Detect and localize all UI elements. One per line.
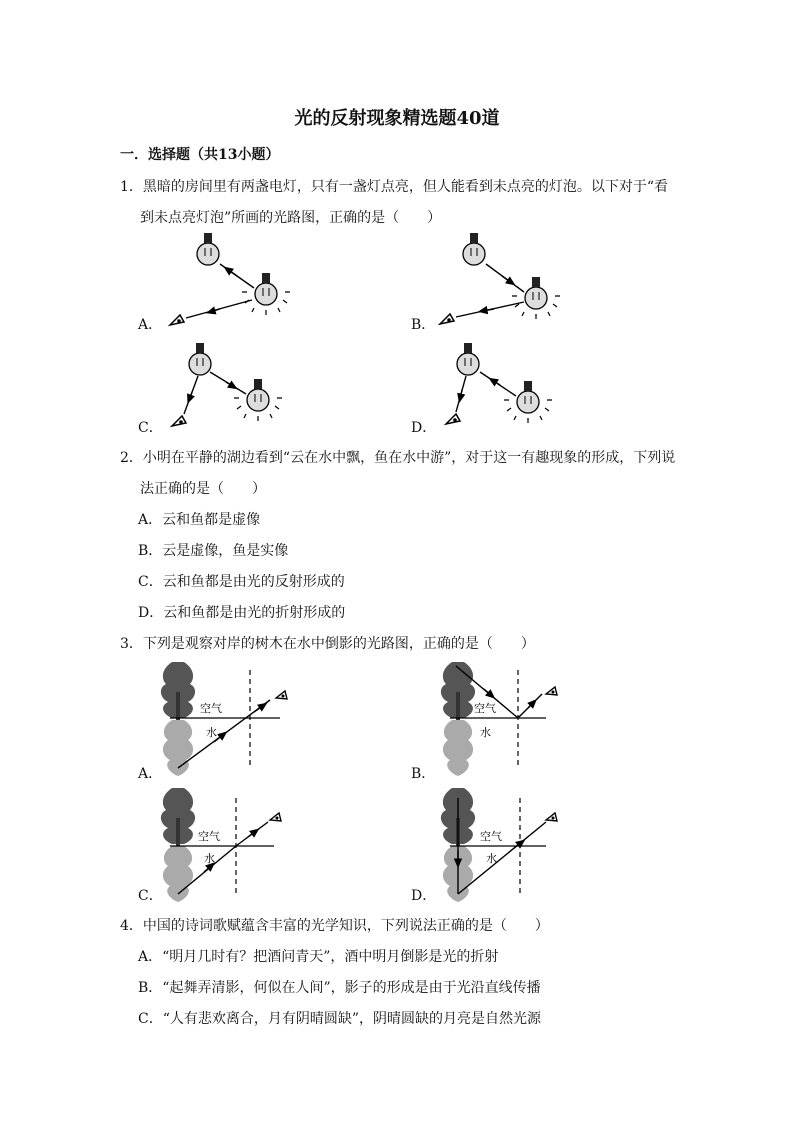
q3-option-d[interactable]: D． bbox=[411, 888, 437, 904]
q3-a-water-label: 水 bbox=[206, 726, 217, 739]
q3-option-b[interactable]: B． bbox=[411, 766, 436, 782]
q4-option-c[interactable]: C．“人有悲欢离合，月有阴晴圆缺”，阴晴圆缺的月亮是自然光源 bbox=[138, 1011, 542, 1027]
q3-figure-a bbox=[161, 662, 287, 776]
q2-option-a[interactable]: A．云和鱼都是虚像 bbox=[138, 512, 261, 528]
q4-option-b[interactable]: B．“起舞弄清影，何似在人间”，影子的形成是由于光沿直线传播 bbox=[138, 980, 541, 996]
q1-option-d[interactable]: D． bbox=[411, 420, 437, 436]
q3-b-air-label: 空气 bbox=[474, 702, 496, 715]
q3-option-c[interactable]: C． bbox=[138, 888, 163, 904]
q3-b-water-label: 水 bbox=[480, 726, 491, 739]
q3-d-air-label: 空气 bbox=[480, 830, 502, 843]
q4-option-a[interactable]: A．“明月几时有？把酒问青天”，酒中明月倒影是光的折射 bbox=[138, 949, 499, 965]
q3-figure-b bbox=[441, 662, 557, 776]
page-title: 光的反射现象精选题40道 bbox=[294, 108, 500, 129]
q1-figure-d bbox=[446, 343, 552, 424]
q3-d-water-label: 水 bbox=[486, 852, 497, 865]
q1-figure-c bbox=[172, 343, 282, 426]
q3-c-air-label: 空气 bbox=[198, 830, 220, 843]
q3-figure-d bbox=[441, 788, 557, 902]
q1-figure-b bbox=[440, 233, 560, 324]
q1-figure-a bbox=[170, 233, 290, 325]
q1-option-b[interactable]: B． bbox=[411, 317, 436, 333]
q1-option-a[interactable]: A． bbox=[138, 317, 163, 333]
q2-option-d[interactable]: D．云和鱼都是由光的折射形成的 bbox=[138, 605, 346, 621]
q1-figures bbox=[130, 228, 690, 438]
q1-option-c[interactable]: C． bbox=[138, 420, 163, 436]
section-heading: 一．选择题（共13小题） bbox=[120, 147, 280, 163]
q2-option-c[interactable]: C．云和鱼都是由光的反射形成的 bbox=[138, 574, 345, 590]
q1-stem-line2: 到未点亮灯泡”所画的光路图，正确的是（ ） bbox=[140, 210, 442, 226]
q2-stem-line2: 法正确的是（ ） bbox=[140, 481, 266, 497]
q3-a-air-label: 空气 bbox=[200, 702, 222, 715]
q3-option-a[interactable]: A． bbox=[138, 766, 163, 782]
q4-stem: 4．中国的诗词歌赋蕴含丰富的光学知识，下列说法正确的是（ ） bbox=[120, 918, 549, 934]
q2-option-b[interactable]: B．云是虚像，鱼是实像 bbox=[138, 543, 289, 559]
q3-c-water-label: 水 bbox=[204, 852, 215, 865]
q2-stem-line1: 2．小明在平静的湖边看到“云在水中飘，鱼在水中游”，对于这一有趣现象的形成，下列说 bbox=[120, 450, 676, 466]
q3-figure-c bbox=[161, 788, 281, 902]
q1-stem-line1: 1．黑暗的房间里有两盏电灯，只有一盏灯点亮，但人能看到未点亮的灯泡。以下对于“看 bbox=[120, 179, 669, 195]
q3-stem: 3．下列是观察对岸的树木在水中倒影的光路图，正确的是（ ） bbox=[120, 636, 535, 652]
q3-figures bbox=[150, 660, 590, 905]
